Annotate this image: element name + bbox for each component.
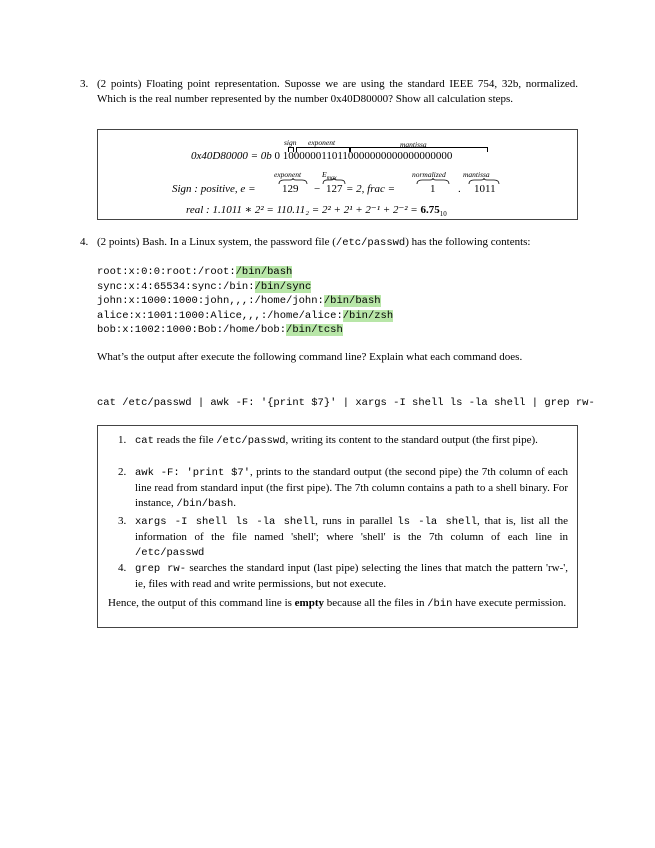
answer-box-bash <box>97 425 578 628</box>
frac-label: = 2, frac = <box>346 183 396 195</box>
mantissa-value: 1011 <box>474 183 496 195</box>
conclusion: Hence, the output of this command line is empty because all the files in /bin have execute permission. <box>108 597 567 610</box>
answer-item: 3. xargs -I shell ls -la shell, runs in parallel ls -la shell, that is, list all the information of the file named 'shell'; where 'shell' is the 7th column of each line in /etc/passwd <box>118 515 568 559</box>
minus-sign: − <box>314 183 321 195</box>
empty-result: empty <box>294 597 324 609</box>
label-emax: $E_{max}$ <box>322 170 337 182</box>
answer-item: 2. awk -F: 'print $7', prints to the standard output (the second pipe) the 7th column of each line read from standard input (the first pipe). The 7th column contains a path to a shell binary. For instance, /bin/bash. <box>118 466 568 510</box>
passwd-line: sync:x:4:65534:sync:/bin:/bin/sync <box>97 280 312 293</box>
label-mantissa: mantissa <box>400 140 427 149</box>
binary-point: . <box>458 183 461 195</box>
question-3 <box>80 77 578 107</box>
passwd-line: root:x:0:0:root:/root:/bin/bash <box>97 266 293 278</box>
answer-item: 4. grep rw- searches the standard input (last pipe) selecting the lines that match the pattern 'rw-', ie, files with read and write permissions, but not execute. <box>118 562 568 590</box>
normalized-one: 1 <box>430 183 436 195</box>
shell-highlight: /bin/bash <box>235 266 293 278</box>
question-4 <box>80 235 578 251</box>
shell-highlight: /bin/zsh <box>342 309 394 322</box>
shell-highlight: /bin/tcsh <box>286 324 343 336</box>
command-line: cat /etc/passwd | awk -F: '{print $7}' | xargs -I shell ls -la shell | grep rw- <box>97 397 595 409</box>
question-prompt: What’s the output after execute the following command line? Explain what each command does. <box>97 351 523 363</box>
sign-bit: 0 <box>274 150 280 162</box>
label-exponent: exponent <box>308 138 336 147</box>
mantissa-bits: 10110000000000000000000 <box>326 150 453 162</box>
question-number: 3. <box>80 78 89 90</box>
passwd-path: /etc/passwd <box>335 237 406 249</box>
exponent-value: 129 <box>282 183 299 195</box>
passwd-listing <box>97 265 393 338</box>
exponent-bits: 10000001 <box>282 150 327 162</box>
label-sign: sign <box>284 138 297 147</box>
passwd-line: bob:x:1002:1000:Bob:/home/bob:/bin/tcsh <box>97 324 343 336</box>
question-intro: (2 points) Bash. In a Linux system, the password file (/etc/passwd) has the following contents: <box>97 236 531 249</box>
label-mantissa-2: mantissa <box>463 170 490 179</box>
label-normalized: normalized <box>412 170 446 179</box>
question-number: 4. <box>80 236 89 248</box>
label-exponent-2: exponent <box>274 170 302 179</box>
sign-exponent-line: Sign : positive, e = <box>172 183 256 195</box>
shell-highlight: /bin/bash <box>323 295 381 307</box>
question-text: (2 points) Floating point representation. Suposse we are using the standard IEEE 754, 32b, normalized. Which is the real number represented by the number 0x40D80000? Show all calculation steps. <box>97 78 578 105</box>
answer-box-floating-point <box>97 129 578 220</box>
real-value-line: real : 1.1011 ∗ $2^2 = 110.11_2 = 2^2 + 2^1 + 2^{-1} + 2^{-2} = 6.75_{10}$ <box>186 204 447 219</box>
emax-value: 127 <box>326 183 343 195</box>
passwd-line: alice:x:1001:1000:Alice,,,:/home/alice:/bin/zsh <box>97 309 394 322</box>
hex-to-binary-line: 0x40D80000 = 0b 0 1000000110110000000000000000000 <box>191 150 453 162</box>
answer-item: 1. cat reads the file /etc/passwd, writing its content to the standard output (the first pipe). <box>118 434 538 447</box>
result-value: 6.75 <box>420 204 440 216</box>
shell-highlight: /bin/sync <box>254 280 312 293</box>
passwd-line: john:x:1000:1000:john,,,:/home/john:/bin/bash <box>97 295 381 307</box>
